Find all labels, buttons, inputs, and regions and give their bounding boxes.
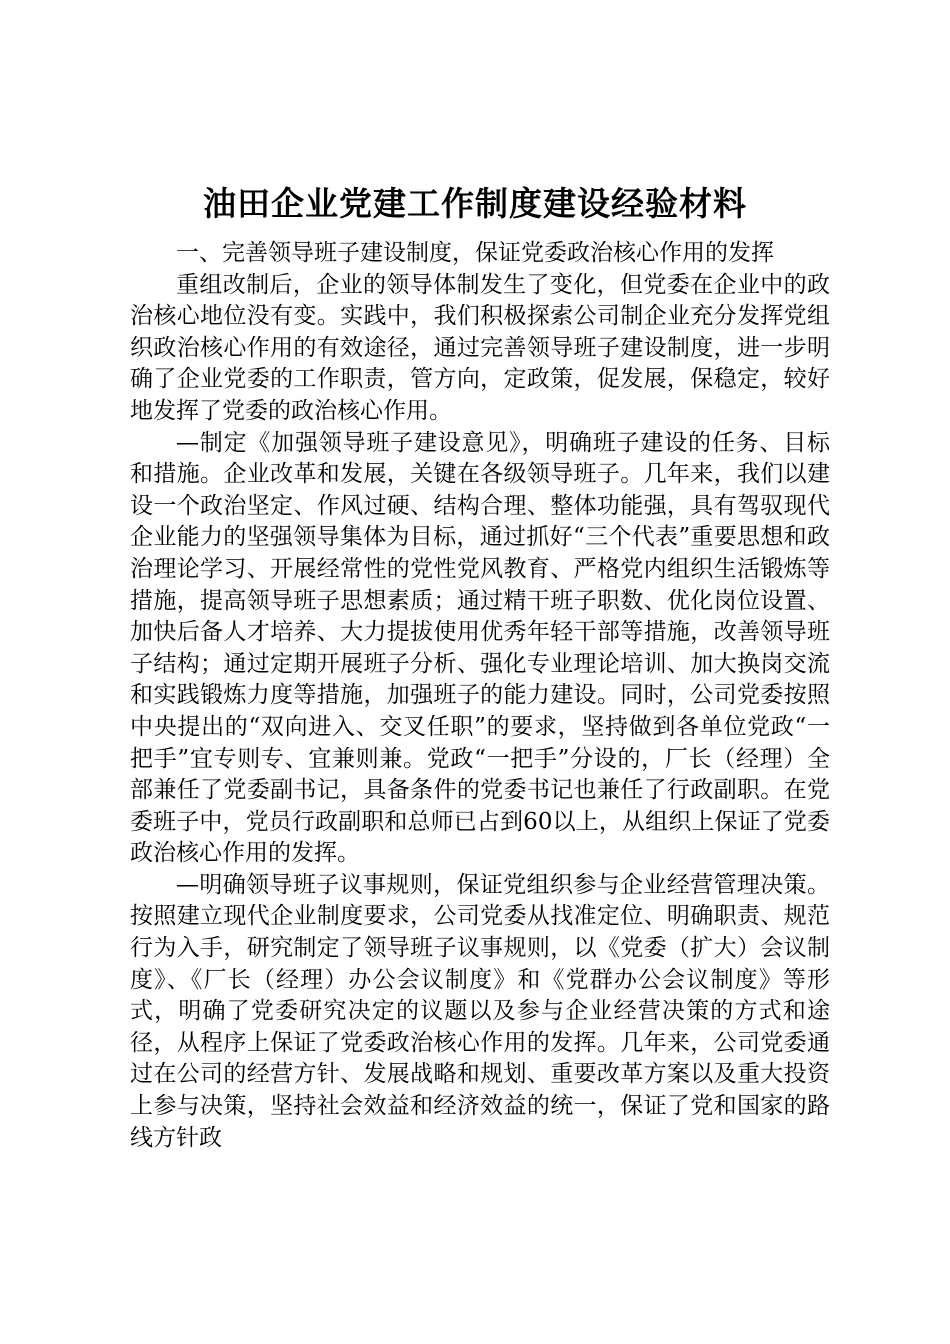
document-title: 油田企业党建工作制度建设经验材料 (203, 184, 747, 223)
document-body (130, 238, 830, 1154)
body-paragraph: —制定《加强领导班子建设意见》，明确班子建设的任务、目标和措施。企业改革和发展，关键在各级领导班子。几年来，我们以建设一个政治坚定、作风过硬、结构合理、整体功能强，具有驾驭现代企业能力的坚强领导集体为目标，通过抓好“三个代表”重要思想和政治理论学习、开展经常性的党性党风教育、严格党内组织生活锻炼等措施，提高领导班子思想素质；通过精干班子职数、优化岗位设置、加快后备人才培养、大力提拔使用优秀年轻干部等措施，改善领导班子结构；通过定期开展班子分析、强化专业理论培训、加大换岗交流和实践锻炼力度等措施，加强班子的能力建设。同时，公司党委按照中央提出的“双向进入、交叉任职”的要求，坚持做到各单位党政“一把手”宜专则专、宜兼则兼。党政“一把手”分设的，厂长（经理）全部兼任了党委副书记，具备条件的党委书记也兼任了行政副职。在党委班子中，党员行政副职和总师已占到60以上，从组织上保证了党委政治核心作用的发挥。 (130, 429, 830, 867)
body-paragraph: —明确领导班子议事规则，保证党组织参与企业经营管理决策。按照建立现代企业制度要求，公司党委从找准定位、明确职责、规范行为入手，研究制定了领导班子议事规则，以《党委（扩大）会议制度》、《厂长（经理）办公会议制度》和《党群办公会议制度》等形式，明确了党委研究决定的议题以及参与企业经营决策的方式和途径，从程序上保证了党委政治核心作用的发挥。几年来，公司党委通过在公司的经营方针、发展战略和规划、重要改革方案以及重大投资上参与决策，坚持社会效益和经济效益的统一，保证了党和国家的路线方针政 (130, 871, 830, 1151)
body-paragraph: 重组改制后，企业的领导体制发生了变化，但党委在企业中的政治核心地位没有变。实践中，我们积极探索公司制企业充分发挥党组织政治核心作用的有效途径，通过完善领导班子建设制度，进一步明确了企业党委的工作职责，管方向，定政策，促发展，保稳定，较好地发挥了党委的政治核心作用。 (130, 271, 830, 424)
section-heading: 一、完善领导班子建设制度，保证党委政治核心作用的发挥 (176, 240, 774, 266)
